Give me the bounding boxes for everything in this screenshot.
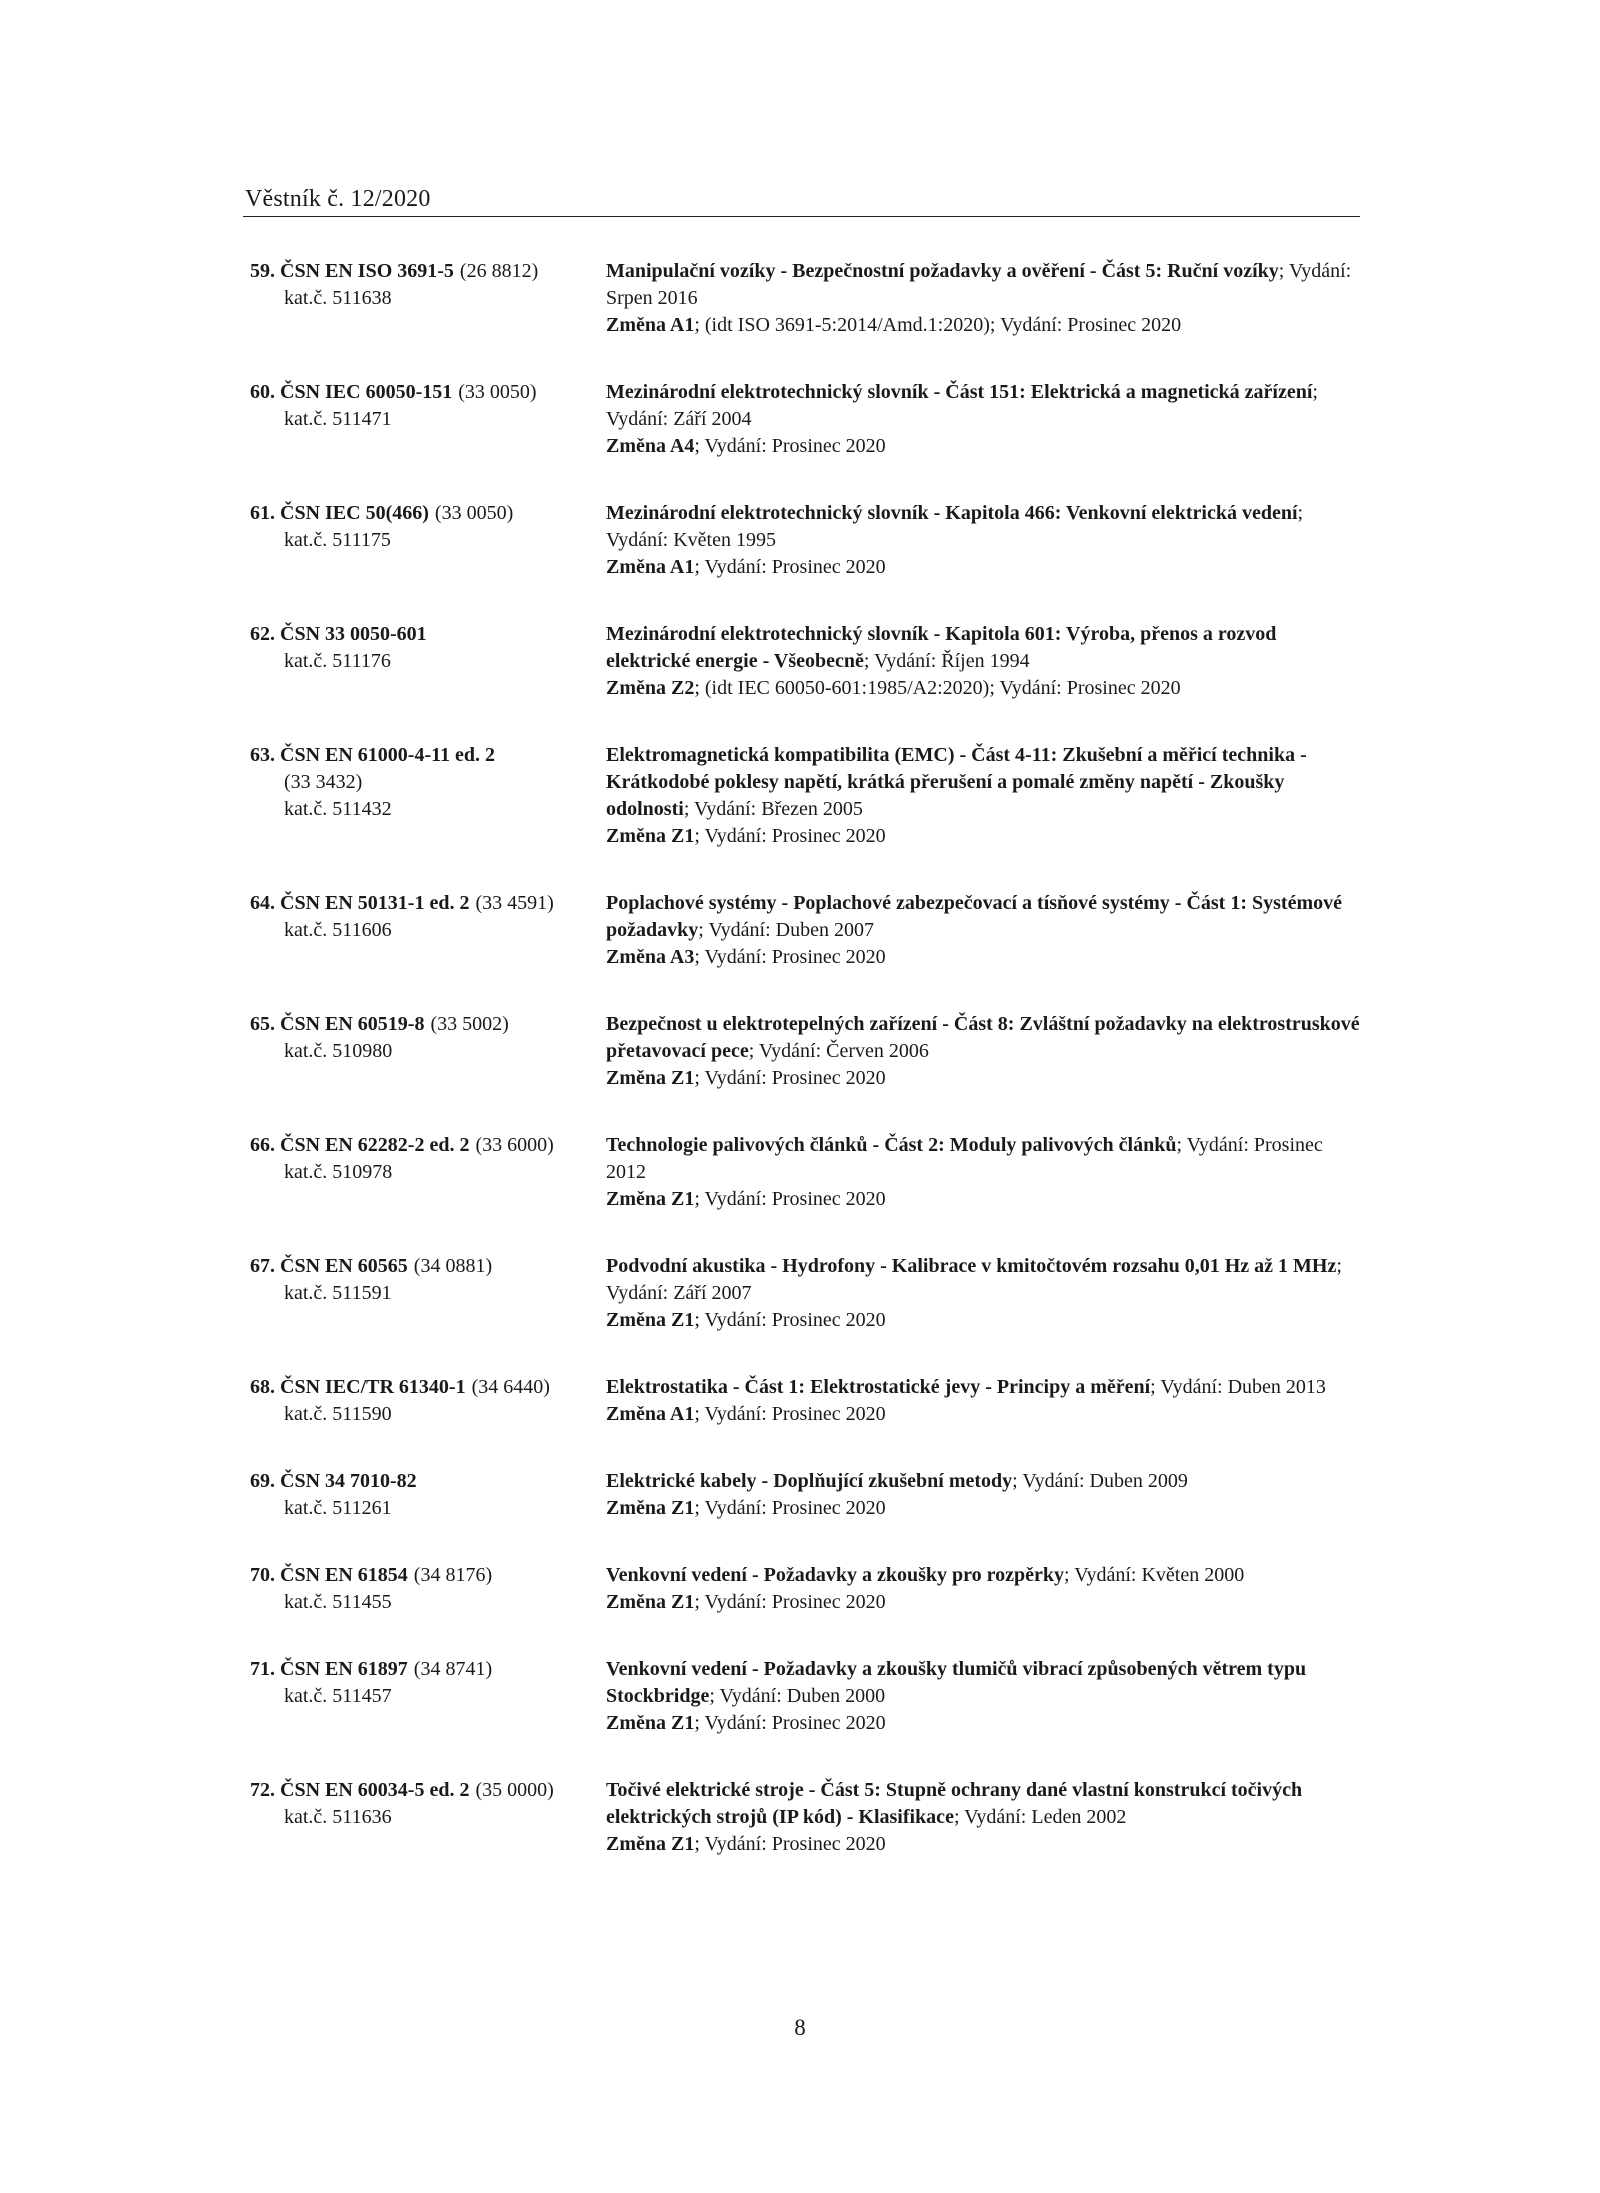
catalog-number: kat.č. 511606 xyxy=(284,919,392,941)
standard-entry xyxy=(250,1011,1360,1092)
standard-designation xyxy=(250,1468,606,1495)
amendment-details: ; Vydání: Prosinec 2020 xyxy=(694,1833,886,1855)
amendment-line xyxy=(606,1307,1360,1334)
catalog-number: kat.č. 511176 xyxy=(284,650,391,672)
amendment-line xyxy=(606,1831,1360,1858)
amendment-details: ; Vydání: Prosinec 2020 xyxy=(694,1712,886,1734)
standard-title-line xyxy=(606,258,1360,312)
catalog-number: kat.č. 511455 xyxy=(284,1591,392,1613)
standard-identifier xyxy=(250,1468,606,1522)
standard-title-line xyxy=(606,1132,1360,1186)
classification-mark: (34 8176) xyxy=(413,1564,493,1586)
catalog-number: kat.č. 511590 xyxy=(284,1403,392,1425)
standard-code: ČSN EN 60565 xyxy=(280,1255,408,1277)
standard-title-line xyxy=(606,1777,1360,1831)
standard-description xyxy=(606,500,1360,581)
standard-code: ČSN EN 62282-2 ed. 2 xyxy=(280,1134,470,1156)
entry-number: 70. xyxy=(250,1564,275,1586)
standard-entry xyxy=(250,1253,1360,1334)
classification-mark: (26 8812) xyxy=(459,260,539,282)
standard-title: Mezinárodní elektrotechnický slovník - Kapitola 601: Výroba, přenos a rozvod elektrické energie - Všeobecně xyxy=(606,623,1277,672)
standard-entry xyxy=(250,1656,1360,1737)
amendment-details: ; Vydání: Prosinec 2020 xyxy=(694,1403,886,1425)
standard-title: Točivé elektrické stroje - Část 5: Stupně ochrany dané vlastní konstrukcí točivých elektrických strojů (IP kód) - Klasifikace xyxy=(606,1779,1303,1828)
standard-designation xyxy=(250,1011,606,1038)
standards-list xyxy=(250,258,1360,1858)
amendment-line xyxy=(606,1589,1360,1616)
standard-entry xyxy=(250,621,1360,702)
standard-identifier xyxy=(250,500,606,581)
entry-number: 63. xyxy=(250,744,275,766)
standard-identifier xyxy=(250,1253,606,1334)
standard-code: ČSN IEC 50(466) xyxy=(280,502,429,524)
standard-identifier xyxy=(250,1011,606,1092)
standard-description xyxy=(606,1374,1360,1428)
amendment-label: Změna Z2 xyxy=(606,677,695,699)
issue-date: ; Vydání: Květen 2000 xyxy=(1064,1564,1245,1586)
issue-date: ; Vydání: Leden 2002 xyxy=(953,1806,1127,1828)
standard-code: ČSN EN ISO 3691-5 xyxy=(280,260,454,282)
standard-title-line xyxy=(606,1011,1360,1065)
amendment-details: ; Vydání: Prosinec 2020 xyxy=(694,1309,886,1331)
standard-designation xyxy=(250,1656,606,1683)
classification-mark: (33 6000) xyxy=(475,1134,554,1156)
catalog-number: kat.č. 511261 xyxy=(284,1497,392,1519)
standard-description xyxy=(606,1011,1360,1092)
classification-mark: (33 3432) xyxy=(284,771,363,793)
classification-mark: (33 5002) xyxy=(430,1013,509,1035)
amendment-line xyxy=(606,675,1360,702)
standard-title-line xyxy=(606,742,1360,823)
entry-number: 69. xyxy=(250,1470,275,1492)
standard-title-line xyxy=(606,1656,1360,1710)
issue-date: ; Vydání: Říjen 1994 xyxy=(863,650,1030,672)
page-number: 8 xyxy=(794,2015,806,2040)
standard-description xyxy=(606,379,1360,460)
standard-designation xyxy=(250,621,606,648)
standard-title: Mezinárodní elektrotechnický slovník - Kapitola 466: Venkovní elektrická vedení xyxy=(606,502,1298,524)
amendment-label: Změna A3 xyxy=(606,946,695,968)
standard-description xyxy=(606,890,1360,971)
standard-identifier xyxy=(250,1562,606,1616)
catalog-number: kat.č. 511638 xyxy=(284,287,392,309)
classification-mark: (34 8741) xyxy=(413,1658,493,1680)
entry-number: 64. xyxy=(250,892,275,914)
issue-date: ; Vydání: Duben 2000 xyxy=(709,1685,886,1707)
standard-entry xyxy=(250,1374,1360,1428)
entry-number: 67. xyxy=(250,1255,275,1277)
standard-designation xyxy=(250,890,606,917)
standard-identifier xyxy=(250,1656,606,1737)
standard-title-line xyxy=(606,1468,1360,1495)
standard-title-line xyxy=(606,1374,1360,1401)
standard-identifier xyxy=(250,379,606,460)
catalog-number: kat.č. 510978 xyxy=(284,1161,393,1183)
standard-title: Elektrostatika - Část 1: Elektrostatické jevy - Principy a měření xyxy=(606,1376,1151,1398)
issue-date: ; Vydání: Březen 2005 xyxy=(683,798,863,820)
standard-identifier xyxy=(250,1374,606,1428)
standard-title-line xyxy=(606,500,1360,554)
issue-date: ; Vydání: Červen 2006 xyxy=(748,1040,929,1062)
amendment-details: ; Vydání: Prosinec 2020 xyxy=(694,946,886,968)
standard-designation xyxy=(250,500,606,527)
standard-description xyxy=(606,258,1360,339)
classification-mark: (33 0050) xyxy=(458,381,537,403)
amendment-label: Změna A1 xyxy=(606,314,695,336)
standard-title: Technologie palivových článků - Část 2: Moduly palivových článků xyxy=(606,1134,1177,1156)
catalog-number: kat.č. 510980 xyxy=(284,1040,393,1062)
amendment-line xyxy=(606,312,1360,339)
amendment-details: ; Vydání: Prosinec 2020 xyxy=(694,1497,886,1519)
entry-number: 72. xyxy=(250,1779,275,1801)
issue-date: ; Vydání: Duben 2007 xyxy=(698,919,874,941)
amendment-label: Změna A4 xyxy=(606,435,695,457)
catalog-number: kat.č. 511636 xyxy=(284,1806,392,1828)
standard-title-line xyxy=(606,1253,1360,1307)
standard-title: Manipulační vozíky - Bezpečnostní požadavky a ověření - Část 5: Ruční vozíky xyxy=(606,260,1279,282)
standard-code: ČSN 33 0050-601 xyxy=(280,623,427,645)
classification-mark: (34 0881) xyxy=(413,1255,493,1277)
classification-mark: (34 6440) xyxy=(471,1376,550,1398)
amendment-label: Změna Z1 xyxy=(606,1591,695,1613)
amendment-details: ; Vydání: Prosinec 2020 xyxy=(694,825,886,847)
standard-entry xyxy=(250,1562,1360,1616)
standard-title: Mezinárodní elektrotechnický slovník - Část 151: Elektrická a magnetická zařízení xyxy=(606,381,1313,403)
amendment-label: Změna Z1 xyxy=(606,1712,695,1734)
standard-code: ČSN IEC/TR 61340-1 xyxy=(280,1376,466,1398)
standard-description xyxy=(606,1468,1360,1522)
catalog-number: kat.č. 511175 xyxy=(284,529,391,551)
entry-number: 60. xyxy=(250,381,275,403)
amendment-label: Změna Z1 xyxy=(606,1188,695,1210)
standard-identifier xyxy=(250,742,606,850)
standard-description xyxy=(606,621,1360,702)
entry-number: 62. xyxy=(250,623,275,645)
standard-code: ČSN 34 7010-82 xyxy=(280,1470,417,1492)
standard-title-line xyxy=(606,890,1360,944)
issue-date: ; Vydání: Srpen 2016 xyxy=(606,260,1352,309)
standard-code: ČSN EN 61897 xyxy=(280,1658,408,1680)
amendment-line xyxy=(606,554,1360,581)
standard-entry xyxy=(250,379,1360,460)
standard-code: ČSN EN 50131-1 ed. 2 xyxy=(280,892,470,914)
standard-code: ČSN EN 61854 xyxy=(280,1564,408,1586)
classification-mark: (35 0000) xyxy=(475,1779,554,1801)
standard-entry xyxy=(250,1777,1360,1858)
standard-entry xyxy=(250,1132,1360,1213)
standard-title-line xyxy=(606,379,1360,433)
standard-entry xyxy=(250,1468,1360,1522)
amendment-line xyxy=(606,1186,1360,1213)
standard-title: Elektrické kabely - Doplňující zkušební metody xyxy=(606,1470,1013,1492)
header-rule xyxy=(243,216,1360,217)
standard-description xyxy=(606,1562,1360,1616)
amendment-line xyxy=(606,1495,1360,1522)
entry-number: 61. xyxy=(250,502,275,524)
amendment-details: ; (idt ISO 3691-5:2014/Amd.1:2020); Vydání: Prosinec 2020 xyxy=(694,314,1182,336)
entry-number: 71. xyxy=(250,1658,275,1680)
standard-designation xyxy=(250,1374,606,1401)
entry-number: 59. xyxy=(250,260,275,282)
standard-identifier xyxy=(250,1132,606,1213)
standard-description xyxy=(606,1656,1360,1737)
amendment-details: ; Vydání: Prosinec 2020 xyxy=(694,1188,886,1210)
standard-designation xyxy=(250,1777,606,1804)
classification-mark: (33 0050) xyxy=(434,502,514,524)
standard-title: Venkovní vedení - Požadavky a zkoušky tlumičů vibrací způsobených větrem typu Stockbridge xyxy=(606,1658,1307,1707)
classification-mark: (33 4591) xyxy=(475,892,554,914)
standard-entry xyxy=(250,890,1360,971)
standard-entry xyxy=(250,742,1360,850)
amendment-details: ; Vydání: Prosinec 2020 xyxy=(694,556,886,578)
amendment-label: Změna A1 xyxy=(606,556,695,578)
amendment-details: ; Vydání: Prosinec 2020 xyxy=(694,435,886,457)
entry-number: 65. xyxy=(250,1013,275,1035)
issue-date: ; Vydání: Prosinec 2012 xyxy=(606,1134,1323,1183)
catalog-number: kat.č. 511432 xyxy=(284,798,392,820)
standard-code: ČSN EN 60034-5 ed. 2 xyxy=(280,1779,470,1801)
standard-entry xyxy=(250,500,1360,581)
standard-title: Elektromagnetická kompatibilita (EMC) - Část 4-11: Zkušební a měřicí technika - Krátkodobé poklesy napětí, krátká přerušení a pomalé změny napětí - Zkoušky odolnosti xyxy=(606,744,1307,820)
amendment-details: ; Vydání: Prosinec 2020 xyxy=(694,1591,886,1613)
standard-title: Poplachové systémy - Poplachové zabezpečovací a tísňové systémy - Část 1: Systémové požadavky xyxy=(606,892,1342,941)
standard-title: Podvodní akustika - Hydrofony - Kalibrace v kmitočtovém rozsahu 0,01 Hz až 1 MHz xyxy=(606,1255,1337,1277)
amendment-label: Změna Z1 xyxy=(606,825,695,847)
standard-identifier xyxy=(250,621,606,702)
amendment-line xyxy=(606,433,1360,460)
entry-number: 66. xyxy=(250,1134,275,1156)
standard-identifier xyxy=(250,258,606,339)
amendment-label: Změna A1 xyxy=(606,1403,695,1425)
issue-date: ; Vydání: Září 2004 xyxy=(606,381,1318,430)
standard-designation xyxy=(250,1132,606,1159)
catalog-number: kat.č. 511591 xyxy=(284,1282,392,1304)
standard-description xyxy=(606,1132,1360,1213)
issue-date: ; Vydání: Duben 2009 xyxy=(1012,1470,1188,1492)
standard-identifier xyxy=(250,1777,606,1858)
standard-title: Bezpečnost u elektrotepelných zařízení - Část 8: Zvláštní požadavky na elektrostruskové přetavovací pece xyxy=(606,1013,1360,1062)
amendment-line xyxy=(606,1401,1360,1428)
standard-entry xyxy=(250,258,1360,339)
entry-number: 68. xyxy=(250,1376,275,1398)
catalog-number: kat.č. 511471 xyxy=(284,408,392,430)
standard-title-line xyxy=(606,621,1360,675)
amendment-line xyxy=(606,944,1360,971)
standard-code: ČSN EN 60519-8 xyxy=(280,1013,425,1035)
standard-description xyxy=(606,1777,1360,1858)
amendment-label: Změna Z1 xyxy=(606,1067,695,1089)
standard-title: Venkovní vedení - Požadavky a zkoušky pro rozpěrky xyxy=(606,1564,1065,1586)
issue-date: ; Vydání: Duben 2013 xyxy=(1150,1376,1326,1398)
amendment-label: Změna Z1 xyxy=(606,1833,695,1855)
standard-code: ČSN IEC 60050-151 xyxy=(280,381,453,403)
amendment-details: ; Vydání: Prosinec 2020 xyxy=(694,1067,886,1089)
standard-designation xyxy=(250,1253,606,1280)
standard-designation xyxy=(250,379,606,406)
running-header: Věstník č. 12/2020 xyxy=(245,186,431,212)
issue-date: ; Vydání: Září 2007 xyxy=(606,1255,1342,1304)
standard-description xyxy=(606,742,1360,850)
amendment-line xyxy=(606,823,1360,850)
standard-designation xyxy=(250,742,606,769)
issue-date: ; Vydání: Květen 1995 xyxy=(606,502,1304,551)
standard-designation xyxy=(250,258,606,285)
catalog-number: kat.č. 511457 xyxy=(284,1685,392,1707)
amendment-details: ; (idt IEC 60050-601:1985/A2:2020); Vydání: Prosinec 2020 xyxy=(694,677,1181,699)
amendment-label: Změna Z1 xyxy=(606,1497,695,1519)
standard-description xyxy=(606,1253,1360,1334)
amendment-line xyxy=(606,1710,1360,1737)
standard-code: ČSN EN 61000-4-11 ed. 2 xyxy=(280,744,496,766)
standard-title-line xyxy=(606,1562,1360,1589)
standard-identifier xyxy=(250,890,606,971)
amendment-label: Změna Z1 xyxy=(606,1309,695,1331)
standard-designation xyxy=(250,1562,606,1589)
amendment-line xyxy=(606,1065,1360,1092)
